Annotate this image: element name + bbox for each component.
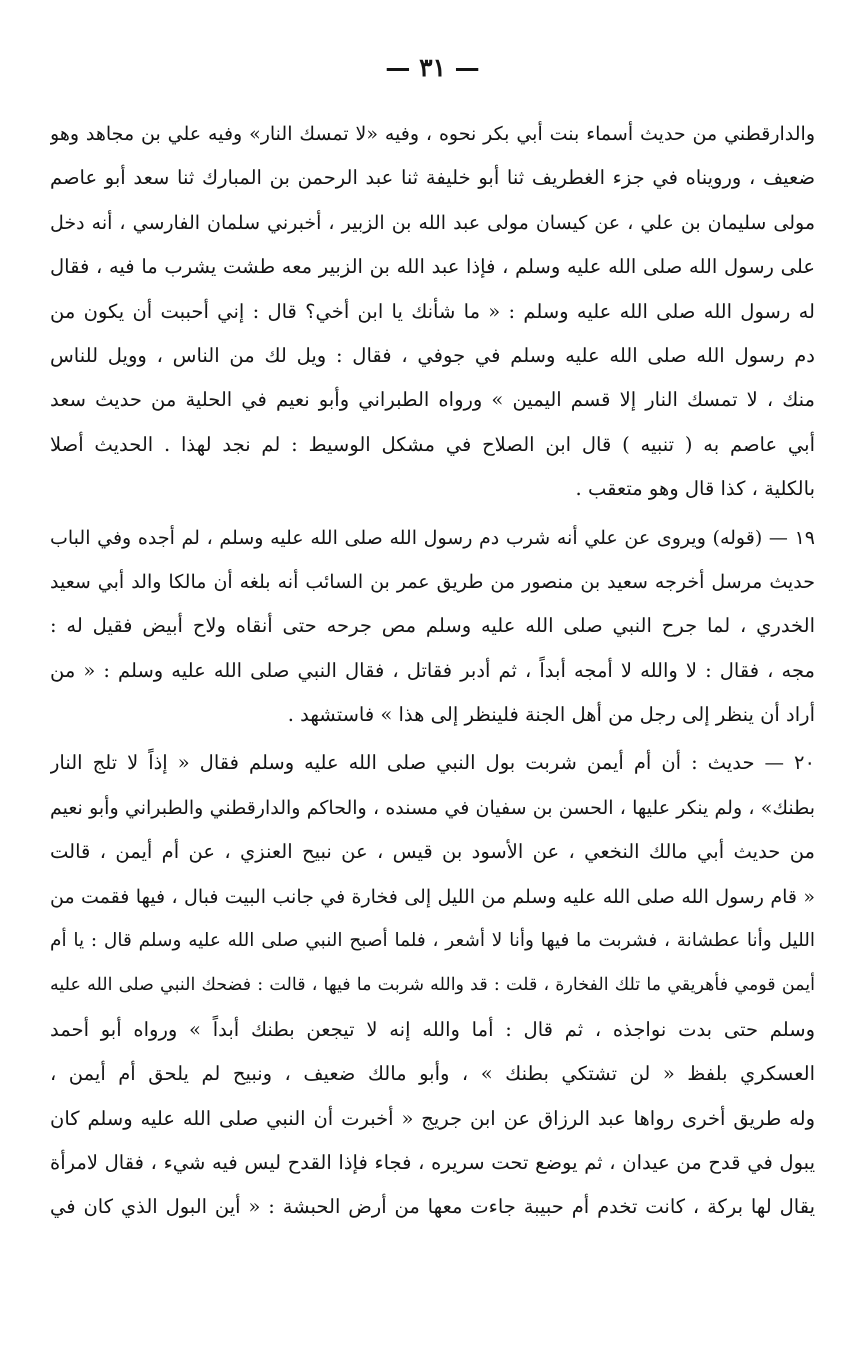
text-line: له رسول الله صلى الله عليه وسلم : « ما شأنك يا ابن أخي؟ قال : إني أحببت أن يكون من	[50, 299, 815, 323]
text-line: أيمن قومي فأهريقي ما تلك الفخارة ، قلت : قد والله شربت ما فيها ، قالت : فضحك النبي صلى الله عليه	[50, 975, 815, 996]
text-line: مولى سليمان بن علي ، عن كيسان مولى عبد الله بن الزبير ، أخبرني سلمان الفارسي ، أنه دخل	[50, 211, 815, 234]
text-line: يبول في قدح من عيدان ، ثم يوضع تحت سريره ، فجاء فإذا القدح ليس فيه شيء ، فقال لامرأة	[50, 1150, 815, 1174]
text-body	[50, 112, 815, 1230]
paragraph-2	[50, 516, 815, 738]
text-line: وله طريق أخرى رواها عبد الرزاق عن ابن جريج « أخبرت أن النبي صلى الله عليه وسلم كان	[50, 1106, 815, 1130]
text-line: بالكلية ، كذا قال وهو متعقب .	[575, 477, 815, 501]
paragraph-3	[50, 741, 815, 1229]
text-line: « قام رسول الله صلى الله عليه وسلم من الليل إلى فخارة في جانب البيت فبال ، فيها فقمت من	[50, 885, 815, 908]
page-number: — ٣١ —	[385, 53, 480, 82]
text-line: الليل وأنا عطشانة ، فشربت ما فيها وأنا لا أشعر ، فلما أصبح النبي صلى الله عليه وسلم قال : يا أم	[50, 930, 815, 952]
text-line: أراد أن ينظر إلى رجل من أهل الجنة فلينظر إلى هذا » فاستشهد .	[287, 703, 815, 727]
text-line: دم رسول الله صلى الله عليه وسلم في جوفي ، فقال : ويل لك من الناس ، وويل للناس	[50, 343, 815, 367]
text-line: منك ، لا تمسك النار إلا قسم اليمين » ورواه الطبراني وأبو نعيم في الحلية من حديث سعد	[50, 388, 815, 412]
text-line: العسكري بلفظ « لن تشتكي بطنك » ، وأبو مالك ضعيف ، ونبيح لم يلحق أم أيمن ،	[50, 1062, 815, 1086]
text-line: أبي عاصم به ( تنبيه ) قال ابن الصلاح في مشكل الوسيط : لم نجد لهذا . الحديث أصلا	[50, 432, 815, 456]
text-line: بطنك» ، ولم ينكر عليها ، الحسن بن سفيان في مسنده ، والحاكم والدارقطني والطبراني وأبو نعيم	[50, 796, 815, 819]
text-line: والدارقطني من حديث أسماء بنت أبي بكر نحوه ، وفيه «لا تمسك النار» وفيه علي بن مجاهد وهو	[50, 123, 815, 145]
text-line: ٢٠ — حديث : أن أم أيمن شربت بول النبي صلى الله عليه وسلم فقال « إذاً لا تلج النار	[50, 751, 815, 775]
paragraph-1	[50, 112, 815, 512]
text-line: وسلم حتى بدت نواجذه ، ثم قال : أما والله إنه لا تيجعن بطنك أبداً » ورواه أبو أحمد	[50, 1017, 815, 1041]
text-line: حديث مرسل أخرجه سعيد بن منصور من طريق عمر بن السائب أنه بلغه أن مالكا والد أبي سعيد	[50, 570, 815, 593]
text-line: مجه ، فقال : لا والله لا أمجه أبداً ، ثم أدبر فقاتل ، فقال النبي صلى الله عليه وسلم : « من	[50, 658, 815, 682]
text-line: يقال لها بركة ، كانت تخدم أم حبيبة جاءت معها من أرض الحبشة : « أين البول الذي كان في	[50, 1195, 815, 1219]
text-line: ضعيف ، ورويناه في جزء الغطريف ثنا أبو خليفة ثنا عبد الرحمن بن المبارك ثنا سعد أبو عاصم	[50, 166, 815, 190]
text-line: من حديث أبي مالك النخعي ، عن الأسود بن قيس ، عن نبيح العنزي ، عن أم أيمن ، قالت	[50, 840, 815, 864]
text-line: ١٩ — (قوله) ويروى عن علي أنه شرب دم رسول الله صلى الله عليه وسلم ، لم أجده وفي الباب	[50, 526, 815, 549]
text-line: الخدري ، لما جرح النبي صلى الله عليه وسلم مص جرحه حتى أنقاه ولاح أبيض فقيل له :	[50, 614, 815, 638]
text-line: على رسول الله صلى الله عليه وسلم ، فإذا عبد الله بن الزبير معه طشت يشرب ما فيه ، فقال	[50, 255, 815, 279]
